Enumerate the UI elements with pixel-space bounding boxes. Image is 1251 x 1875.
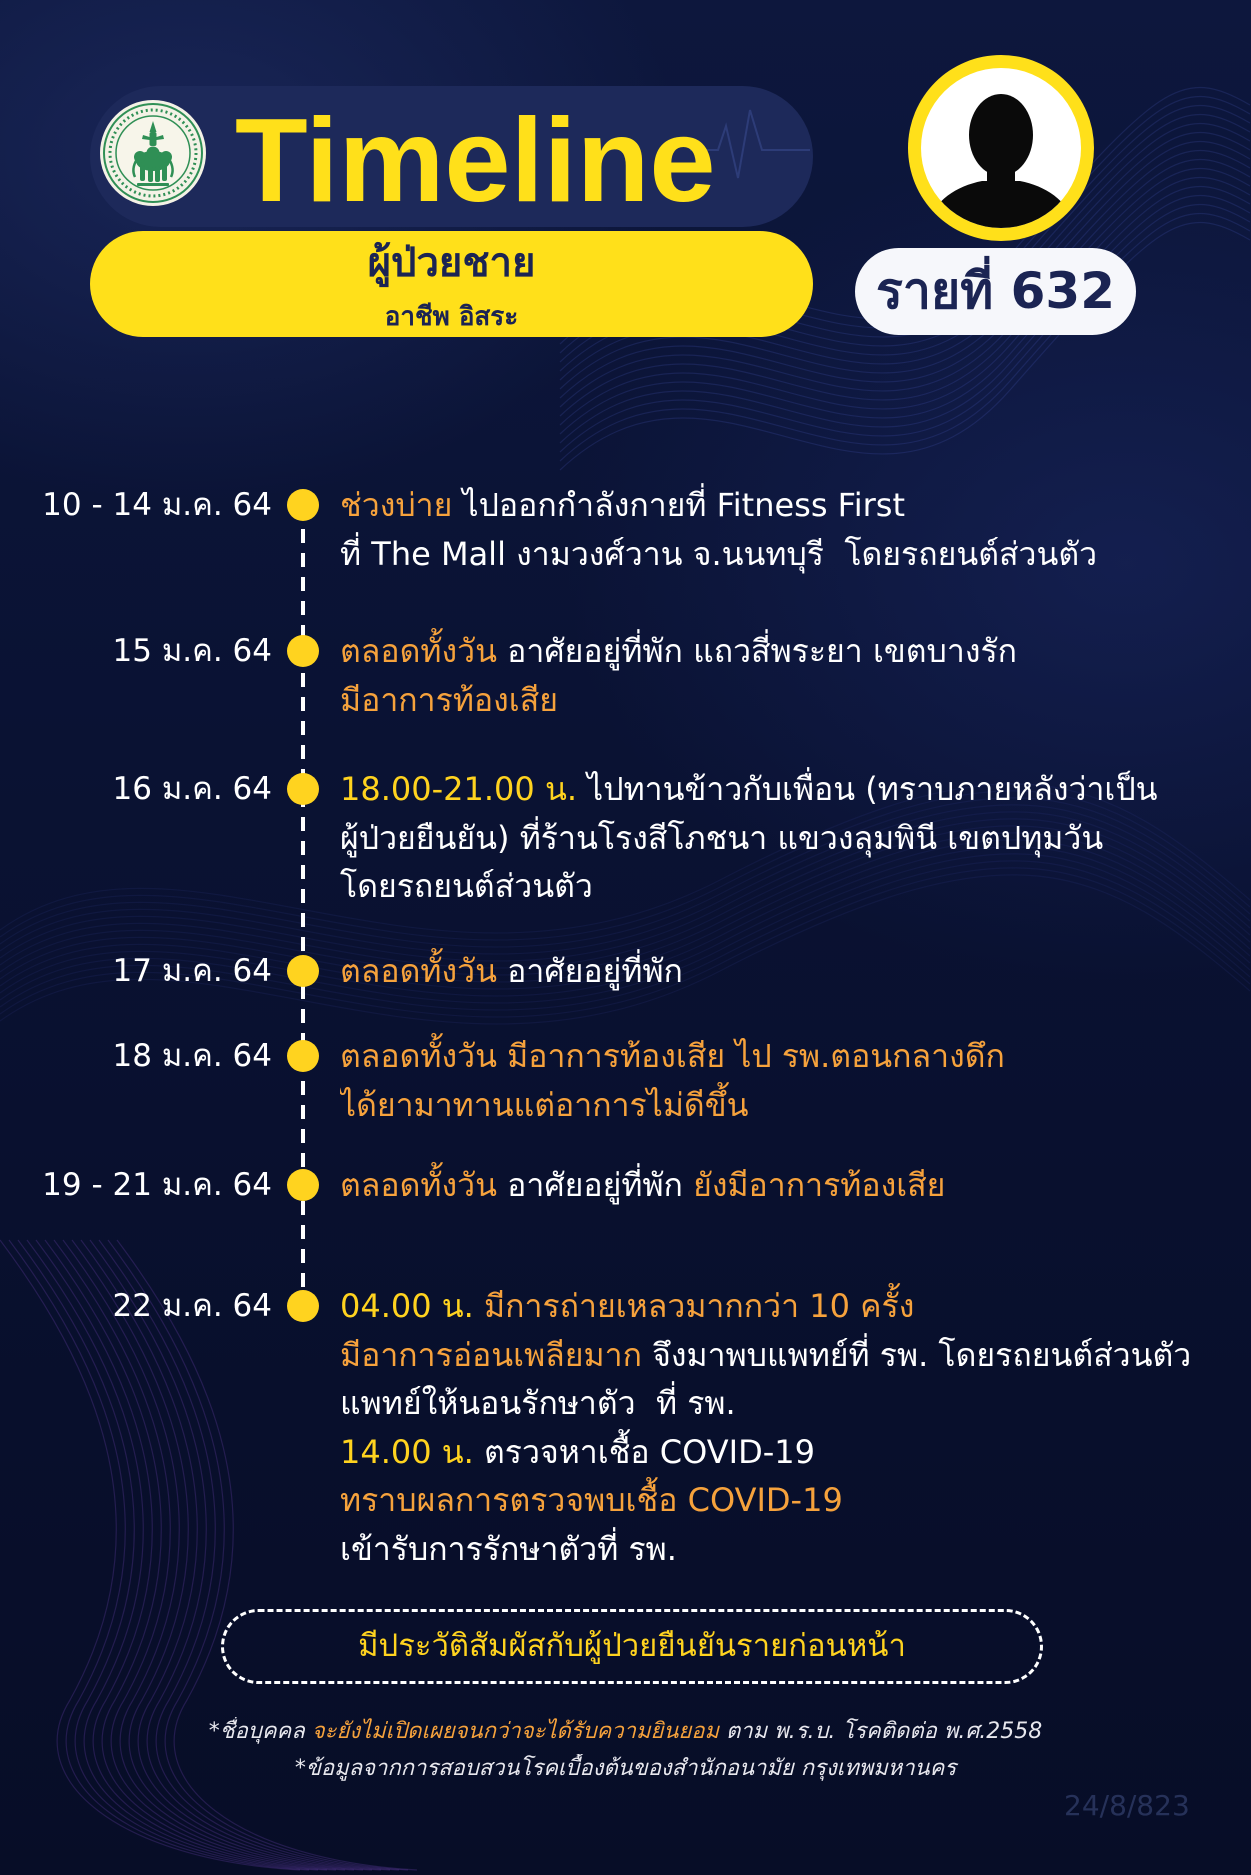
description-segment: ตลอดทั้งวัน: [340, 952, 497, 990]
description-segment: จึงมาพบแพทย์ที่ รพ. โดยรถยนต์ส่วนตัว: [641, 1335, 1192, 1374]
entry-date: 22 ม.ค. 64: [112, 1288, 272, 1324]
person-silhouette-icon: [908, 55, 1094, 241]
case-number: รายที่ 632: [876, 262, 1115, 320]
data-source-note: *ข้อมูลจากการสอบสวนโรคเบื้องต้นของสำนักอนามัย กรุงเทพมหานคร: [294, 1756, 957, 1781]
description-segment: มีอาการอ่อนเพลียมาก: [340, 1335, 642, 1374]
description-line: [340, 1282, 1236, 1331]
contact-history-text: มีประวัติสัมผัสกับผู้ป่วยยืนยันรายก่อนหน้า: [358, 1628, 906, 1664]
description-line: [340, 947, 1236, 996]
timeline-dot: [287, 1290, 319, 1322]
entry-description: [340, 947, 1236, 996]
description-segment: ช่วงบ่าย: [340, 486, 453, 524]
description-segment: ทราบผลการตรวจพบเชื้อ COVID-19: [340, 1481, 843, 1519]
entry-date: 18 ม.ค. 64: [112, 1038, 272, 1074]
description-line: [340, 862, 1236, 911]
description-segment: มีอาการท้องเสีย ไป รพ.ตอนกลางดึก: [496, 1037, 1005, 1075]
disclaimer-segment: *ชื่อบุคคล: [208, 1719, 312, 1744]
entry-description: [340, 1032, 1236, 1129]
description-segment: มีอาการท้องเสีย: [340, 680, 558, 719]
description-line: [340, 1161, 1236, 1210]
description-line: [340, 530, 1236, 579]
entry-date: 19 - 21 ม.ค. 64: [42, 1167, 272, 1203]
description-segment: ยังมีอาการท้องเสีย: [693, 1166, 946, 1204]
description-segment: โดยรถยนต์ส่วนตัว: [340, 867, 593, 905]
entry-description: [340, 481, 1236, 578]
description-line: [340, 1081, 1236, 1130]
description-line: [340, 676, 1236, 725]
timeline-dot: [287, 773, 319, 805]
description-line: [340, 1428, 1236, 1477]
contact-history-note: [221, 1609, 1043, 1684]
disclaimer-segment: ตาม พ.ร.บ. โรคติดต่อ พ.ศ.2558: [719, 1719, 1043, 1744]
description-line: [340, 481, 1236, 530]
description-segment: ไปทานข้าวกับเพื่อน (ทราบภายหลังว่าเป็น: [576, 770, 1158, 808]
entry-date: 15 ม.ค. 64: [112, 633, 272, 669]
entry-date: 17 ม.ค. 64: [112, 953, 272, 989]
description-segment: 14.00 น.: [340, 1432, 474, 1471]
description-segment: มีการถ่ายเหลวมากกว่า 10 ครั้ง: [473, 1287, 915, 1325]
description-line: [340, 814, 1236, 863]
entry-description: [340, 765, 1236, 911]
description-line: [340, 1476, 1236, 1525]
entry-description: [340, 1161, 1236, 1210]
description-segment: ได้ยามาทานแต่อาการไม่ดีขึ้น: [340, 1085, 749, 1124]
watermark: 24/8/823: [1064, 1789, 1190, 1822]
case-number-badge: [855, 248, 1136, 335]
description-segment: แพทย์ให้นอนรักษาตัว ที่ รพ.: [340, 1384, 736, 1422]
timeline-dot: [287, 955, 319, 987]
disclaimer-segment: จะยังไม่เปิดเผยจนกว่าจะได้รับความยินยอม: [311, 1719, 720, 1744]
description-line: [340, 1331, 1236, 1380]
description-segment: ตลอดทั้งวัน: [340, 1037, 497, 1075]
privacy-disclaimer: [0, 1717, 1251, 1747]
timeline-dot: [287, 489, 319, 521]
entry-description: [340, 1282, 1236, 1573]
description-line: [340, 1525, 1236, 1574]
patient-label: ผู้ป่วยชาย: [367, 240, 536, 286]
description-segment: 18.00-21.00 น.: [340, 770, 577, 808]
description-line: [340, 765, 1236, 814]
entry-description: [340, 627, 1236, 724]
entry-date: 10 - 14 ม.ค. 64: [42, 487, 272, 523]
entry-date: 16 ม.ค. 64: [112, 771, 272, 807]
description-segment: อาศัยอยู่ที่พัก: [496, 952, 683, 990]
description-segment: ตลอดทั้งวัน: [340, 632, 497, 670]
description-segment: ที่ The Mall งามวงศ์วาน จ.นนทบุรี โดยรถยนต์ส่วนตัว: [340, 534, 1098, 573]
description-line: [340, 627, 1236, 676]
description-segment: ตรวจหาเชื้อ COVID-19: [473, 1432, 815, 1471]
timeline-dot: [287, 1169, 319, 1201]
timeline-dot: [287, 1040, 319, 1072]
page-title: Timeline: [235, 94, 716, 227]
description-segment: อาศัยอยู่ที่พัก: [496, 1166, 694, 1204]
description-line: [340, 1379, 1236, 1428]
patient-occupation: อาชีพ อิสระ: [384, 302, 519, 332]
description-segment: ตลอดทั้งวัน: [340, 1166, 497, 1204]
description-segment: ไปออกกำลังกายที่ Fitness First: [452, 486, 906, 524]
patient-banner: [90, 231, 813, 337]
description-segment: ผู้ป่วยยืนยัน) ที่ร้านโรงสีโภชนา แขวงลุมพินี เขตปทุมวัน: [340, 818, 1104, 857]
timeline-dot: [287, 635, 319, 667]
description-segment: เข้ารับการรักษาตัวที่ รพ.: [340, 1529, 677, 1568]
description-line: [340, 1032, 1236, 1081]
description-segment: 04.00 น.: [340, 1287, 474, 1325]
description-segment: อาศัยอยู่ที่พัก แถวสี่พระยา เขตบางรัก: [496, 632, 1017, 670]
bangkok-seal-icon: [99, 99, 207, 207]
